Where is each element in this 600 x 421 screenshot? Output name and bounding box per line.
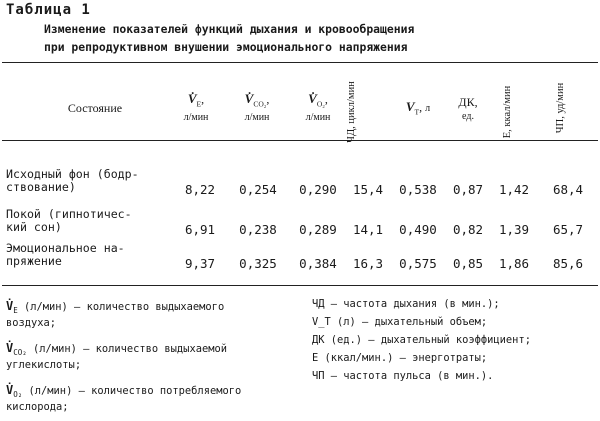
col-header-dk: ДК, ед. [458,95,478,122]
col-header-vco2: $V̇_{CO_2}$, л/мин [244,91,270,124]
table-label: Таблица 1 [6,2,91,18]
col-header-vt: $V_T$, л [405,99,431,117]
cell: 65,7 [552,222,584,237]
table-bottom-rule [2,285,598,286]
note-ve: $V̇_E$ (л/мин) — количество выдыхаемого воздуха; [6,299,225,330]
cell: 0,290 [299,182,337,197]
cell: 8,22 [184,182,216,197]
cell: 6,91 [184,222,216,237]
note-vo2: $V̇_{O_2}$ (л/мин) — количество потребляемого кислорода; [6,383,242,414]
header-top-rule [2,62,598,63]
cell: 68,4 [552,182,584,197]
cell: 1,39 [498,222,530,237]
cell: 1,86 [498,256,530,271]
note-e: E (ккал/мин.) — энерготраты; [312,352,488,364]
cell: 0,490 [399,222,437,237]
cell: 0,82 [452,222,484,237]
cell: 0,85 [452,256,484,271]
note-chp: ЧП — частота пульса (в мин.). [312,370,494,382]
cell: 14,1 [352,222,384,237]
note-dk: ДК (ед.) — дыхательный коэффициент; [312,334,531,346]
table-title-line-2: при репродуктивном внушении эмоционального напряжения [44,40,408,54]
note-chd: ЧД — частота дыхания (в мин.); [312,298,500,310]
cell: 85,6 [552,256,584,271]
cell: 0,325 [239,256,277,271]
note-vt: V_T (л) — дыхательный объем; [312,316,488,328]
table-title-line-1: Изменение показателей функций дыхания и кровообращения [44,22,415,36]
row-2-state: Покой (гипнотичес- кий сон) [6,207,132,234]
cell: 9,37 [184,256,216,271]
cell: 16,3 [352,256,384,271]
col-header-state: Состояние [67,101,123,115]
cell: 0,238 [239,222,277,237]
cell: 0,538 [399,182,437,197]
col-header-chp: ЧП, уд/мин [555,82,566,134]
col-header-vo2: $V̇_{O_2}$, л/мин [305,91,331,124]
cell: 0,289 [299,222,337,237]
note-vco2: $V̇_{CO_2}$ (л/мин) — количество выдыхаемой углекислоты; [6,341,227,372]
row-3-state: Эмоциональное на- пряжение [6,241,125,268]
cell: 15,4 [352,182,384,197]
cell: 0,384 [299,256,337,271]
cell: 0,254 [239,182,277,197]
col-header-e: E, ккал/мин [502,85,513,139]
cell: 1,42 [498,182,530,197]
row-1-state: Исходный фон (бодр- ствование) [6,167,139,194]
col-header-chd: ЧД, цикл/мин [346,81,357,143]
cell: 0,575 [399,256,437,271]
cell: 0,87 [452,182,484,197]
col-header-ve: $V̇_E$, л/мин [183,91,209,124]
